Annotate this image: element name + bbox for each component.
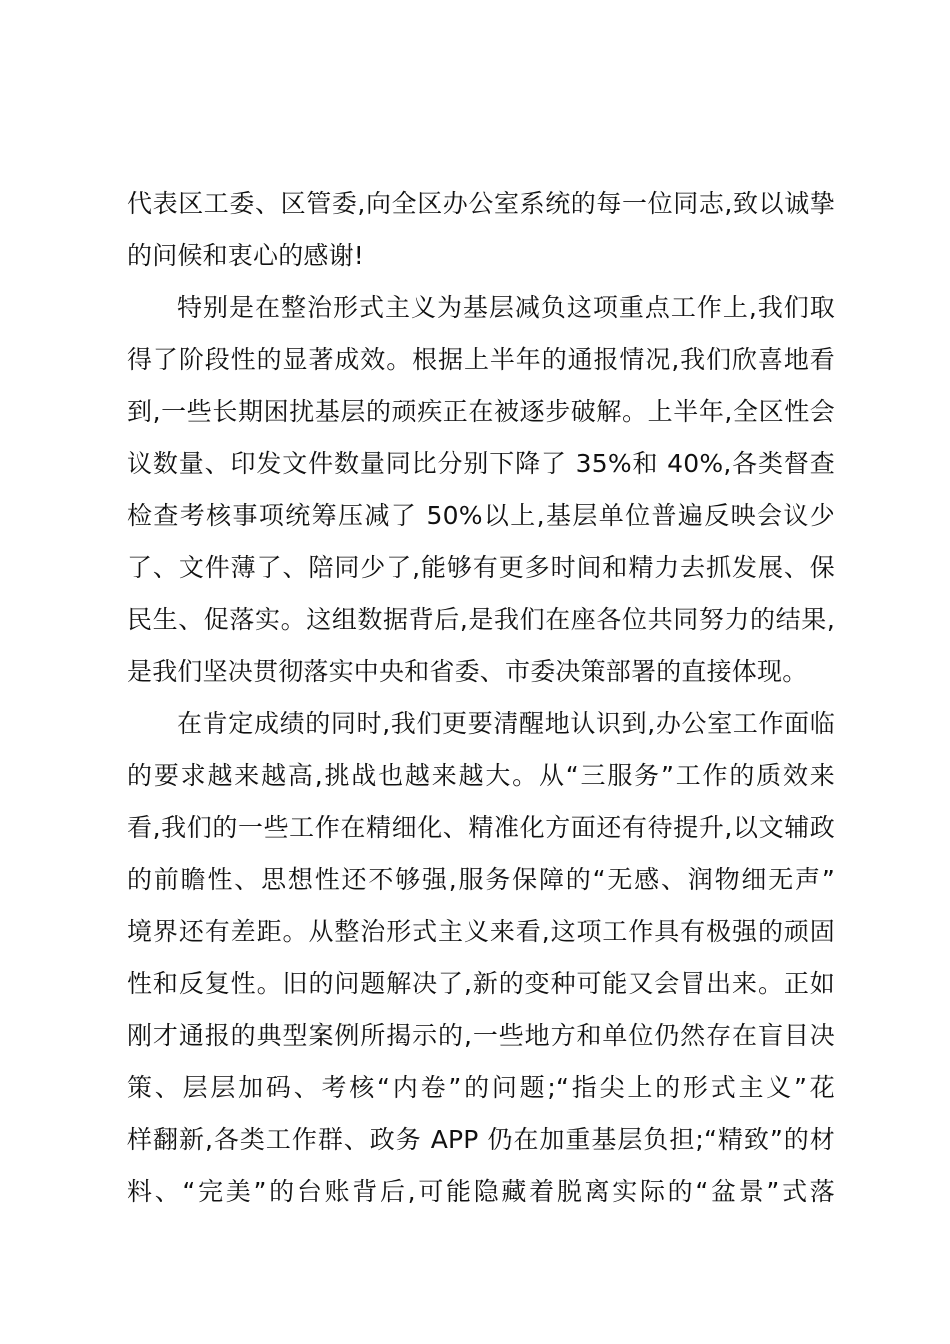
text-line: 样翻新,各类工作群、政务 APP 仍在加重基层负担;“精致”的材 [127, 1125, 835, 1154]
text-line: 策、层层加码、考核“内卷”的问题;“指尖上的形式主义”花 [127, 1073, 835, 1102]
text-line: 料、“完美”的台账背后,可能隐藏着脱离实际的“盆景”式落 [127, 1177, 835, 1206]
text-line: 的前瞻性、思想性还不够强,服务保障的“无感、润物细无声” [127, 865, 835, 894]
text-line: 性和反复性。旧的问题解决了,新的变种可能又会冒出来。正如 [127, 969, 835, 998]
text-line: 议数量、印发文件数量同比分别下降了 35%和 40%,各类督查 [127, 449, 835, 478]
paragraph-first-line: 在肯定成绩的同时,我们更要清醒地认识到,办公室工作面临 [177, 709, 835, 738]
text-line: 了、文件薄了、陪同少了,能够有更多时间和精力去抓发展、保 [127, 553, 835, 582]
paragraph-first-line: 特别是在整治形式主义为基层减负这项重点工作上,我们取 [177, 293, 835, 322]
text-line: 刚才通报的典型案例所揭示的,一些地方和单位仍然存在盲目决 [127, 1021, 835, 1050]
text-line: 检查考核事项统筹压减了 50%以上,基层单位普遍反映会议少 [127, 501, 835, 530]
text-line: 到,一些长期困扰基层的顽疾正在被逐步破解。上半年,全区性会 [127, 397, 835, 426]
text-line: 的要求越来越高,挑战也越来越大。从“三服务”工作的质效来 [127, 761, 835, 790]
text-line: 是我们坚决贯彻落实中央和省委、市委决策部署的直接体现。 [127, 657, 808, 686]
text-line: 境界还有差距。从整治形式主义来看,这项工作具有极强的顽固 [127, 917, 835, 946]
text-line: 代表区工委、区管委,向全区办公室系统的每一位同志,致以诚挚 [127, 189, 835, 218]
text-line: 看,我们的一些工作在精细化、精准化方面还有待提升,以文辅政 [127, 813, 835, 842]
text-line: 得了阶段性的显著成效。根据上半年的通报情况,我们欣喜地看 [127, 345, 835, 374]
text-line: 民生、促落实。这组数据背后,是我们在座各位共同努力的结果, [127, 605, 835, 634]
text-line: 的问候和衷心的感谢! [127, 241, 365, 270]
document-body [127, 178, 835, 1218]
